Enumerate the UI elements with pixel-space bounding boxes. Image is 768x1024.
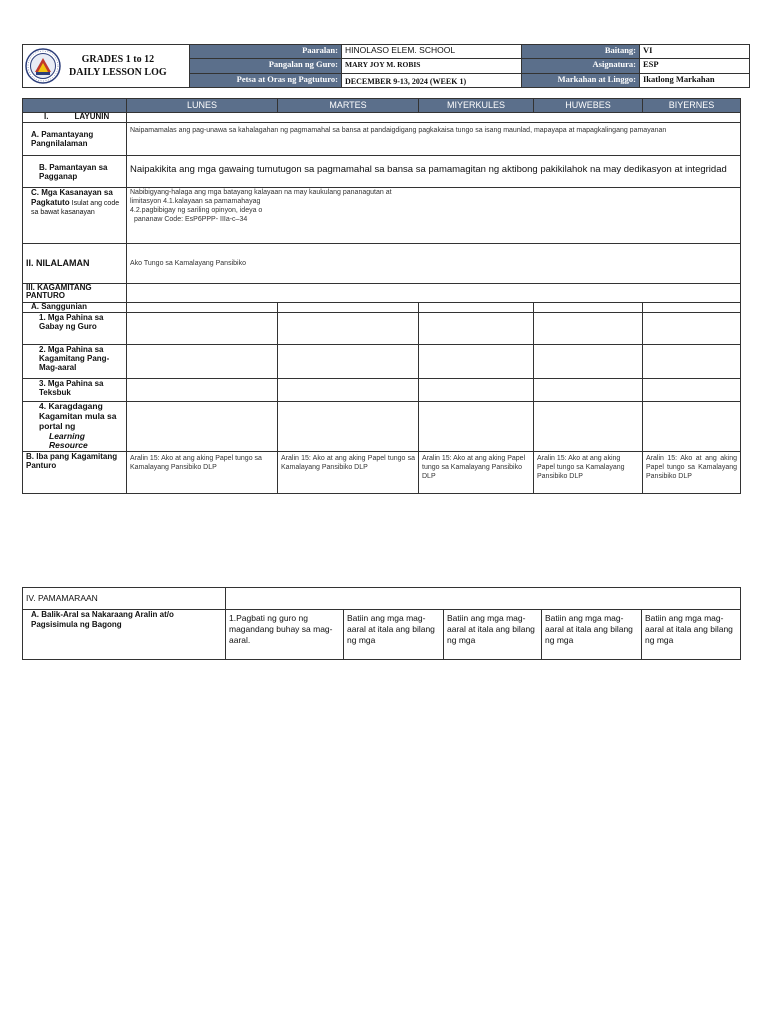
sanggunian-miyerkules — [419, 303, 534, 313]
gabay-guro-miyerkules — [419, 313, 534, 345]
gabay-guro-huwebes — [534, 313, 643, 345]
petsa-label: Petsa at Oras ng Pagtuturo: — [190, 73, 342, 87]
guro-value: MARY JOY M. ROBIS — [342, 59, 522, 73]
day-lunes: LUNES — [127, 99, 278, 113]
layunin-value — [127, 113, 741, 123]
pamantayang-pangnilalaman-value: Naipamamalas ang pag-unawa sa kahalagahan ng pagmamahal sa bansa at pandaigdigang pagkakaisa tungo sa isang maunlad, mapayapa at mapagkalingang pamayanan — [127, 123, 741, 156]
portal-martes — [278, 402, 419, 452]
teksbuk-miyerkules — [419, 379, 534, 402]
balik-aral-lunes: 1.Pagbati ng guro ng magandang buhay sa mag-aaral. — [226, 610, 344, 660]
iba-pang-kagamitan-miyerkules: Aralin 15: Ako at ang aking Papel tungo sa Kamalayang Pansibiko DLP — [419, 452, 534, 494]
day-huwebes: HUWEBES — [534, 99, 643, 113]
balik-aral-martes: Batiin ang mga mag-aaral at itala ang bilang ng mga — [344, 610, 444, 660]
days-corner-cell — [23, 99, 127, 113]
pamantayang-pangnilalaman-label: A. Pamantayang Pangnilalaman — [23, 123, 127, 156]
iba-pang-kagamitan-label: B. Iba pang Kagamitang Panturo — [23, 452, 127, 494]
balik-aral-biyernes: Batiin ang mga mag-aaral at itala ang bilang ng mga — [642, 610, 741, 660]
header-table — [22, 44, 750, 88]
gabay-guro-lunes — [127, 313, 278, 345]
pamantayan-sa-pagganap-value: Naipakikita ang mga gawaing tumutugon sa pagmamahal sa bansa sa pamamagitan ng aktibong pakikilahok na may dedikasyon at integridad — [127, 156, 741, 188]
kagamitang-mag-aaral-huwebes — [534, 345, 643, 379]
iba-pang-kagamitan-huwebes: Aralin 15: Ako at ang aking Papel tungo sa Kamalayang Pansibiko DLP — [534, 452, 643, 494]
asignatura-value: ESP — [640, 59, 750, 73]
pamamaraan-value — [226, 588, 741, 610]
portal-huwebes — [534, 402, 643, 452]
kagamitang-mag-aaral-label: 2. Mga Pahina sa Kagamitang Pang-Mag-aaral — [23, 345, 127, 379]
nilalaman-value: Ako Tungo sa Kamalayang Pansibiko — [127, 244, 741, 284]
kagamitang-mag-aaral-biyernes — [643, 345, 741, 379]
paaralan-value: HINOLASO ELEM. SCHOOL — [342, 45, 522, 59]
balik-aral-miyerkules: Batiin ang mga mag-aaral at itala ang bilang ng mga — [444, 610, 542, 660]
day-biyernes: BIYERNES — [643, 99, 741, 113]
sanggunian-lunes — [127, 303, 278, 313]
kagamitang-mag-aaral-miyerkules — [419, 345, 534, 379]
markahan-value: Ikatlong Markahan — [640, 73, 750, 87]
kasanayan-label: C. Mga Kasanayan sa Pagkatuto Isulat ang code sa bawat kasanayan — [23, 188, 127, 244]
petsa-value: DECEMBER 9-13, 2024 (WEEK 1) — [342, 73, 522, 87]
teksbuk-martes — [278, 379, 419, 402]
header-logo-cell — [23, 45, 190, 88]
layunin-label: I. LAYUNIN — [23, 113, 127, 123]
iba-pang-kagamitan-lunes: Aralin 15: Ako at ang aking Papel tungo sa Kamalayang Pansibiko DLP — [127, 452, 278, 494]
portal-biyernes — [643, 402, 741, 452]
iba-pang-kagamitan-biyernes: Aralin 15: Ako at ang aking Papel tungo sa Kamalayang Pansibiko DLP — [643, 452, 741, 494]
kasanayan-note: Isulat ang code sa bawat kasanayan — [31, 200, 120, 216]
portal-lunes — [127, 402, 278, 452]
day-martes: MARTES — [278, 99, 419, 113]
kagamitang-mag-aaral-martes — [278, 345, 419, 379]
kagamitang-mag-aaral-lunes — [127, 345, 278, 379]
pamamaraan-table — [22, 587, 741, 660]
asignatura-label: Asignatura: — [522, 59, 640, 73]
sanggunian-huwebes — [534, 303, 643, 313]
baitang-label: Baitang: — [522, 45, 640, 59]
balik-aral-huwebes: Batiin ang mga mag-aaral at itala ang bilang ng mga — [542, 610, 642, 660]
sanggunian-martes — [278, 303, 419, 313]
pamantayan-sa-pagganap-label: B. Pamantayan sa Pagganap — [23, 156, 127, 188]
teksbuk-label: 3. Mga Pahina sa Teksbuk — [23, 379, 127, 402]
teksbuk-biyernes — [643, 379, 741, 402]
teksbuk-huwebes — [534, 379, 643, 402]
gabay-guro-biyernes — [643, 313, 741, 345]
kagamitan-value — [127, 284, 741, 303]
kasanayan-value: Nabibigyang-halaga ang mga batayang kalayaan na may kaukulang pananagutan at limitasyon 4.1.kalayaan sa pamamahayag 4.2.pagbibigay ng sariling opinyon, ideya o pananaw Code: EsP6PPP- IIIa-c–34 — [127, 188, 741, 244]
day-miyerkules: MIYERKULES — [419, 99, 534, 113]
paaralan-label: Paaralan: — [190, 45, 342, 59]
lesson-log-table — [22, 98, 741, 494]
teksbuk-lunes — [127, 379, 278, 402]
portal-miyerkules — [419, 402, 534, 452]
log-title: GRADES 1 to 12 DAILY LESSON LOG — [69, 54, 167, 78]
pamamaraan-label: IV. PAMAMARAAN — [23, 588, 226, 610]
gabay-guro-label: 1. Mga Pahina sa Gabay ng Guro — [23, 313, 127, 345]
sanggunian-label: A. Sanggunian — [23, 303, 127, 313]
gabay-guro-martes — [278, 313, 419, 345]
kagamitan-label: III. KAGAMITANG PANTURO — [23, 284, 127, 303]
iba-pang-kagamitan-martes: Aralin 15: Ako at ang aking Papel tungo sa Kamalayang Pansibiko DLP — [278, 452, 419, 494]
deped-seal-icon — [25, 48, 61, 84]
portal-label: 4. Karagdagang Kagamitan mula sa portal ng Learning Resource — [23, 402, 127, 452]
nilalaman-label: II. NILALAMAN — [23, 244, 127, 284]
balik-aral-label: A. Balik-Aral sa Nakaraang Aralin at/o Pagsisimula ng Bagong — [23, 610, 226, 660]
sanggunian-biyernes — [643, 303, 741, 313]
guro-label: Pangalan ng Guro: — [190, 59, 342, 73]
markahan-label: Markahan at Linggo: — [522, 73, 640, 87]
baitang-value: VI — [640, 45, 750, 59]
